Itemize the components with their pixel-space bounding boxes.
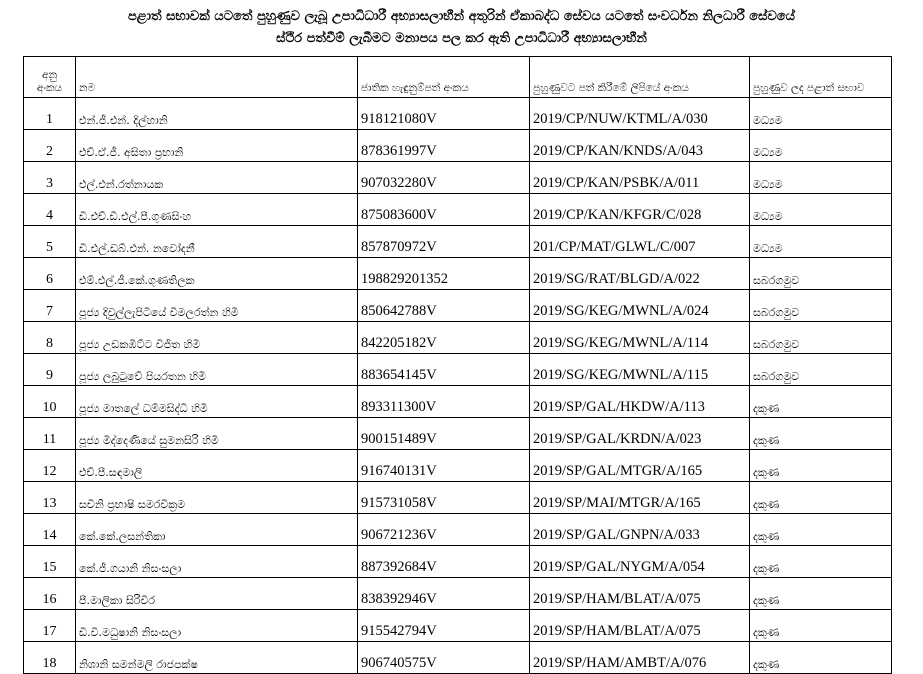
cell-reference: 2019/SP/GAL/GNPN/A/033: [530, 514, 750, 546]
cell-serial-number: 9: [24, 354, 76, 386]
cell-name: පී.මාලිකා සිරිවීර: [76, 578, 358, 610]
cell-reference: 2019/SP/HAM/BLAT/A/075: [530, 610, 750, 642]
table-row: [24, 642, 892, 674]
cell-province: දකුණ: [750, 514, 892, 546]
cell-name: පූජ්‍ය උඩකඹිට්ට විජිත හිමි: [76, 322, 358, 354]
cell-serial-number: 8: [24, 322, 76, 354]
table-row: [24, 322, 892, 354]
cell-name: කේ.ජී.ගයානි නිසංසලා: [76, 546, 358, 578]
header-name: නම: [76, 57, 358, 98]
table-row: [24, 546, 892, 578]
header-reference: පුහුණුවට පත් කිරීමේ ලිපියේ අංකය: [530, 57, 750, 98]
cell-reference: 2019/SG/RAT/BLGD/A/022: [530, 258, 750, 290]
cell-serial-number: 4: [24, 194, 76, 226]
cell-nic: 850642788V: [358, 290, 530, 322]
cell-nic: 907032280V: [358, 162, 530, 194]
cell-reference: 2019/CP/KAN/PSBK/A/011: [530, 162, 750, 194]
cell-province: සබරගමුව: [750, 258, 892, 290]
cell-serial-number: 11: [24, 418, 76, 450]
cell-nic: 875083600V: [358, 194, 530, 226]
cell-reference: 2019/SP/HAM/BLAT/A/075: [530, 578, 750, 610]
table-row: [24, 194, 892, 226]
table-row: [24, 290, 892, 322]
cell-reference: 2019/SP/MAI/MTGR/A/165: [530, 482, 750, 514]
cell-reference: 2019/SG/KEG/MWNL/A/115: [530, 354, 750, 386]
cell-province: දකුණ: [750, 546, 892, 578]
cell-reference: 2019/SP/GAL/KRDN/A/023: [530, 418, 750, 450]
cell-reference: 2019/SP/HAM/AMBT/A/076: [530, 642, 750, 674]
trainee-table: [23, 56, 892, 674]
cell-serial-number: 15: [24, 546, 76, 578]
cell-name: කේ.කේ.ලසන්තිකා: [76, 514, 358, 546]
cell-serial-number: 5: [24, 226, 76, 258]
cell-nic: 883654145V: [358, 354, 530, 386]
cell-name: එච්.ඒ.ජී. අසිතා ප්‍රභානි: [76, 130, 358, 162]
table-row: [24, 258, 892, 290]
cell-serial-number: 16: [24, 578, 76, 610]
table-row: [24, 386, 892, 418]
cell-nic: 915542794V: [358, 610, 530, 642]
header-serial-number: [24, 57, 76, 98]
table-row: [24, 354, 892, 386]
header-province: පුහුණුව ලද පළාත් සභාව: [750, 57, 892, 98]
cell-nic: 198829201352: [358, 258, 530, 290]
cell-name: පූජ්‍ය මිද්දෙණියේ සුමනසිරි හිමි: [76, 418, 358, 450]
document-heading: [0, 6, 923, 50]
cell-name: එච්.පී.සඳමාලි: [76, 450, 358, 482]
cell-province: දකුණ: [750, 642, 892, 674]
table-row: [24, 578, 892, 610]
cell-serial-number: 18: [24, 642, 76, 674]
cell-name: එන්.ජී.එන්. දිල්හානි: [76, 98, 358, 130]
cell-reference: 2019/SP/GAL/NYGM/A/054: [530, 546, 750, 578]
cell-nic: 857870972V: [358, 226, 530, 258]
cell-province: දකුණ: [750, 610, 892, 642]
cell-province: දකුණ: [750, 386, 892, 418]
table-row: [24, 226, 892, 258]
cell-serial-number: 17: [24, 610, 76, 642]
table-row: [24, 482, 892, 514]
cell-nic: 838392946V: [358, 578, 530, 610]
cell-name: පූජ්‍ය ලබුටුවේ පියරතන හිමි: [76, 354, 358, 386]
header-nic: ජාතික හැඳුනුම්පත් අංකය: [358, 57, 530, 98]
cell-name: සචිනි ප්‍රභාෂි සමරවික්‍රම: [76, 482, 358, 514]
cell-reference: 2019/CP/KAN/KNDS/A/043: [530, 130, 750, 162]
cell-reference: 201/CP/MAT/GLWL/C/007: [530, 226, 750, 258]
cell-province: දකුණ: [750, 578, 892, 610]
cell-nic: 900151489V: [358, 418, 530, 450]
cell-reference: 2019/SP/GAL/MTGR/A/165: [530, 450, 750, 482]
table-row: [24, 450, 892, 482]
cell-nic: 918121080V: [358, 98, 530, 130]
cell-serial-number: 10: [24, 386, 76, 418]
cell-name: ඩී.එල්.ඩබ්.එන්. නවෝදනී: [76, 226, 358, 258]
heading-line-2: ස්ථිර පත්වීම් ලැබීමට මනාපය පල කර ඇති උපාධිධාරී අභ්‍යාසලාභීන්: [276, 31, 647, 46]
cell-name: පූජ්‍ය දිවුල්ලැපිටියේ විමලරත්න හිමි: [76, 290, 358, 322]
table-row: [24, 162, 892, 194]
cell-province: මධ්‍යම: [750, 130, 892, 162]
cell-name: ඩී.වී.මධුෂානි නිසංසලා: [76, 610, 358, 642]
cell-name: එම්.එල්.ජී.කේ.ගුණතිලක: [76, 258, 358, 290]
table-row: [24, 514, 892, 546]
cell-name: ඩී.එච්.ඩී.එල්.පී.ගුණසිංහ: [76, 194, 358, 226]
cell-province: දකුණ: [750, 450, 892, 482]
cell-province: සබරගමුව: [750, 354, 892, 386]
cell-province: මධ්‍යම: [750, 162, 892, 194]
cell-province: දකුණ: [750, 418, 892, 450]
cell-serial-number: 1: [24, 98, 76, 130]
cell-nic: 878361997V: [358, 130, 530, 162]
cell-province: සබරගමුව: [750, 322, 892, 354]
cell-province: සබරගමුව: [750, 290, 892, 322]
cell-province: මධ්‍යම: [750, 226, 892, 258]
cell-serial-number: 12: [24, 450, 76, 482]
cell-reference: 2019/SG/KEG/MWNL/A/024: [530, 290, 750, 322]
cell-province: මධ්‍යම: [750, 98, 892, 130]
cell-nic: 893311300V: [358, 386, 530, 418]
cell-nic: 916740131V: [358, 450, 530, 482]
cell-serial-number: 2: [24, 130, 76, 162]
cell-name: එල්.එන්.රත්නායක: [76, 162, 358, 194]
cell-reference: 2019/CP/NUW/KTML/A/030: [530, 98, 750, 130]
table-body: [24, 98, 892, 674]
cell-nic: 887392684V: [358, 546, 530, 578]
table-row: [24, 98, 892, 130]
cell-nic: 906740575V: [358, 642, 530, 674]
cell-serial-number: 6: [24, 258, 76, 290]
cell-reference: 2019/SG/KEG/MWNL/A/114: [530, 322, 750, 354]
cell-name: නිශානි සමන්මලි රාජපක්ෂ: [76, 642, 358, 674]
table-row: [24, 418, 892, 450]
cell-name: පූජ්‍ය මාතලේ ධම්මසිද්ධි හිමි: [76, 386, 358, 418]
cell-province: මධ්‍යම: [750, 194, 892, 226]
cell-serial-number: 14: [24, 514, 76, 546]
table-row: [24, 610, 892, 642]
cell-nic: 915731058V: [358, 482, 530, 514]
cell-reference: 2019/CP/KAN/KFGR/C/028: [530, 194, 750, 226]
cell-nic: 842205182V: [358, 322, 530, 354]
heading-line-1: පළාත් සභාවක් යටතේ පුහුණුව ලැබූ උපාධිධාරී අභ්‍යාසලාභීන් අතුරින් ඒකාබද්ධ සේවය යටතේ සංවර්ධන නිලධාරී සේවයේ: [128, 9, 795, 24]
cell-reference: 2019/SP/GAL/HKDW/A/113: [530, 386, 750, 418]
header-serial-line-1: අනු: [42, 69, 57, 81]
cell-serial-number: 13: [24, 482, 76, 514]
cell-serial-number: 3: [24, 162, 76, 194]
header-serial-line-2: අංකය: [36, 82, 63, 94]
table-header-row: [24, 57, 892, 98]
cell-nic: 906721236V: [358, 514, 530, 546]
cell-serial-number: 7: [24, 290, 76, 322]
table-row: [24, 130, 892, 162]
cell-province: දකුණ: [750, 482, 892, 514]
